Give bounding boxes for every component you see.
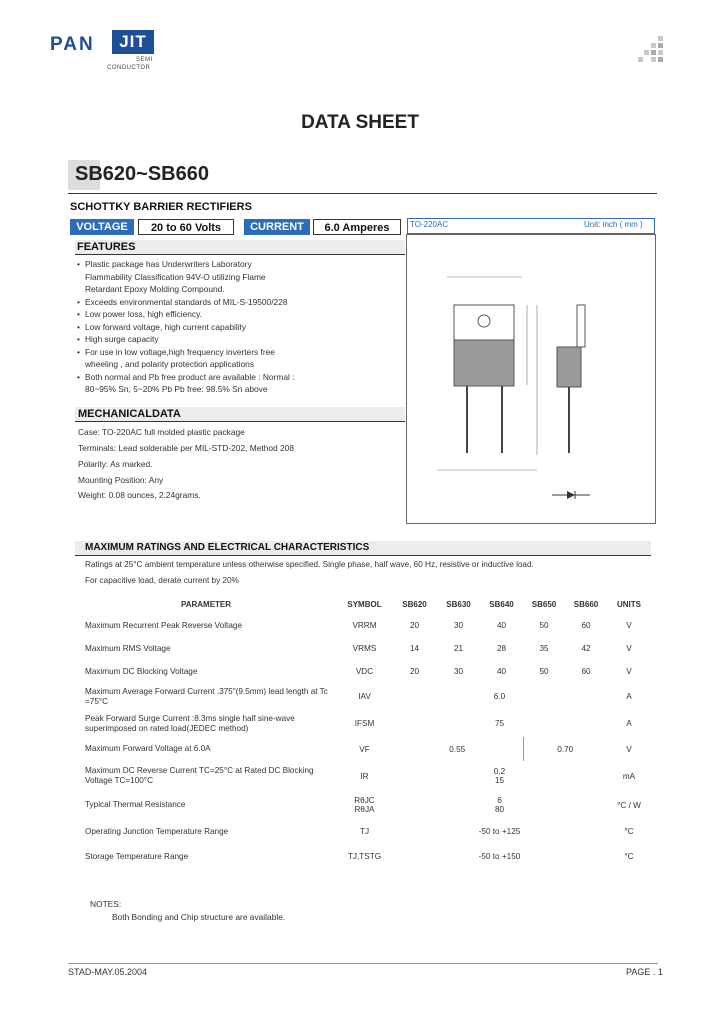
ratings-table [75,594,651,869]
mech-weight: Weight: 0.08 ounces, 2.24grams. [78,490,201,500]
table-row: Typical Thermal Resistance RθJC RθJA 6 80 °C / W [85,796,641,814]
page-number: PAGE . 1 [626,967,663,977]
list-item: • Both normal and Pb free product are available : Normal : 80~95% Sn, 5~20% Pb Pb free: 98.5% Sn above [75,371,297,396]
col-header: SYMBOL [347,599,382,609]
table-row: Maximum Recurrent Peak Reverse Voltage VRRM 20 30 40 50 60 V [85,620,632,630]
notes-text: Both Bonding and Chip structure are available. [112,912,286,922]
table-row: Storage Temperature Range TJ,TSTG -50 to +150 °C [85,851,634,861]
voltage-label: VOLTAGE [70,219,134,235]
features-list [75,258,297,396]
footer-divider [68,963,658,964]
brand-sub2: CONDUCTOR [107,65,151,71]
col-header: SB620 [402,599,427,609]
table-row: Peak Forward Surge Current :8.3ms single half sine-wave superimposed on rated load(JEDEC method) IFSM 75 A [85,713,632,733]
list-item: • Low forward voltage, high current capability [75,321,297,334]
brand-sub1: SEMI [136,57,153,63]
col-header: SB650 [531,599,557,609]
mech-mounting: Mounting Position: Any [78,475,164,485]
subtitle: SCHOTTKY BARRIER RECTIFIERS [70,201,252,213]
divider [68,193,657,194]
notes-label: NOTES: [90,899,122,909]
list-item: • Low power loss, high efficiency. [75,308,297,321]
footer-date: STAD-MAY.05.2004 [68,967,148,977]
ratings-note1: Ratings at 25°C ambient temperature unless otherwise specified. Single phase, half wave, 60 Hz, resistive or inductive load. [85,560,534,569]
table-row: Maximum Average Forward Current .375"(9.5mm) lead length at Tc =75°C IAV 6.0 A [85,686,632,706]
features-heading: FEATURES [77,241,136,253]
col-header: SB640 [489,599,514,609]
mech-polarity: Polarity: As marked. [78,459,153,469]
package-name: TO-220AC [410,220,449,229]
table-row: Operating Junction Temperature Range TJ -50 to +125 °C [85,826,634,836]
col-header: SB630 [446,599,471,609]
table-row: Maximum DC Blocking Voltage VDC 20 30 40 50 60 V [85,666,632,676]
table-row: Maximum Forward Voltage at 6.0A VF 0.55 0.70 V [75,737,651,761]
mech-terminals: Terminals: Lead solderable per MIL-STD-202, Method 208 [78,443,294,453]
package-unit: Unit: inch ( mm ) [584,220,643,229]
col-header: UNITS [617,599,641,609]
voltage-value: 20 to 60 Volts [138,219,234,235]
ratings-note2: For capacitive load, derate current by 20% [85,576,239,585]
col-header: SB660 [573,599,599,609]
col-header: PARAMETER [180,599,232,609]
list-item: • For use in low voltage,high frequency inverters free wheeling , and polarity protection applications [75,346,297,371]
brand-pan: PAN [50,34,95,55]
table-row: Maximum DC Reverse Current TC=25°C at Rated DC Blocking Voltage TC=100°C IR 0.2 15 mA [85,766,636,785]
table-row: Maximum RMS Voltage VRMS 14 21 28 35 42 V [85,643,632,653]
package-outline-drawing [407,235,655,523]
list-item: • Plastic package has Underwriters Laboratory Flammability Classification 94V-O utilizing Flame Retardant Epoxy Molding Compound. [75,258,297,296]
ratings-heading: MAXIMUM RATINGS AND ELECTRICAL CHARACTERISTICS [85,542,370,553]
page-title: DATA SHEET [301,112,419,133]
part-number: SB620~SB660 [75,163,209,185]
package-drawing-frame [406,234,656,524]
current-label: CURRENT [244,219,310,235]
mech-case: Case: TO-220AC full molded plastic package [78,427,245,437]
list-item: • Exceeds environmental standards of MIL-S-19500/228 [75,296,297,309]
mechanical-heading: MECHANICALDATA [78,408,181,420]
brand-jit: JIT [112,30,154,54]
current-value: 6.0 Amperes [313,219,401,235]
corner-dots-decoration [638,36,668,66]
list-item: • High surge capacity [75,333,297,346]
